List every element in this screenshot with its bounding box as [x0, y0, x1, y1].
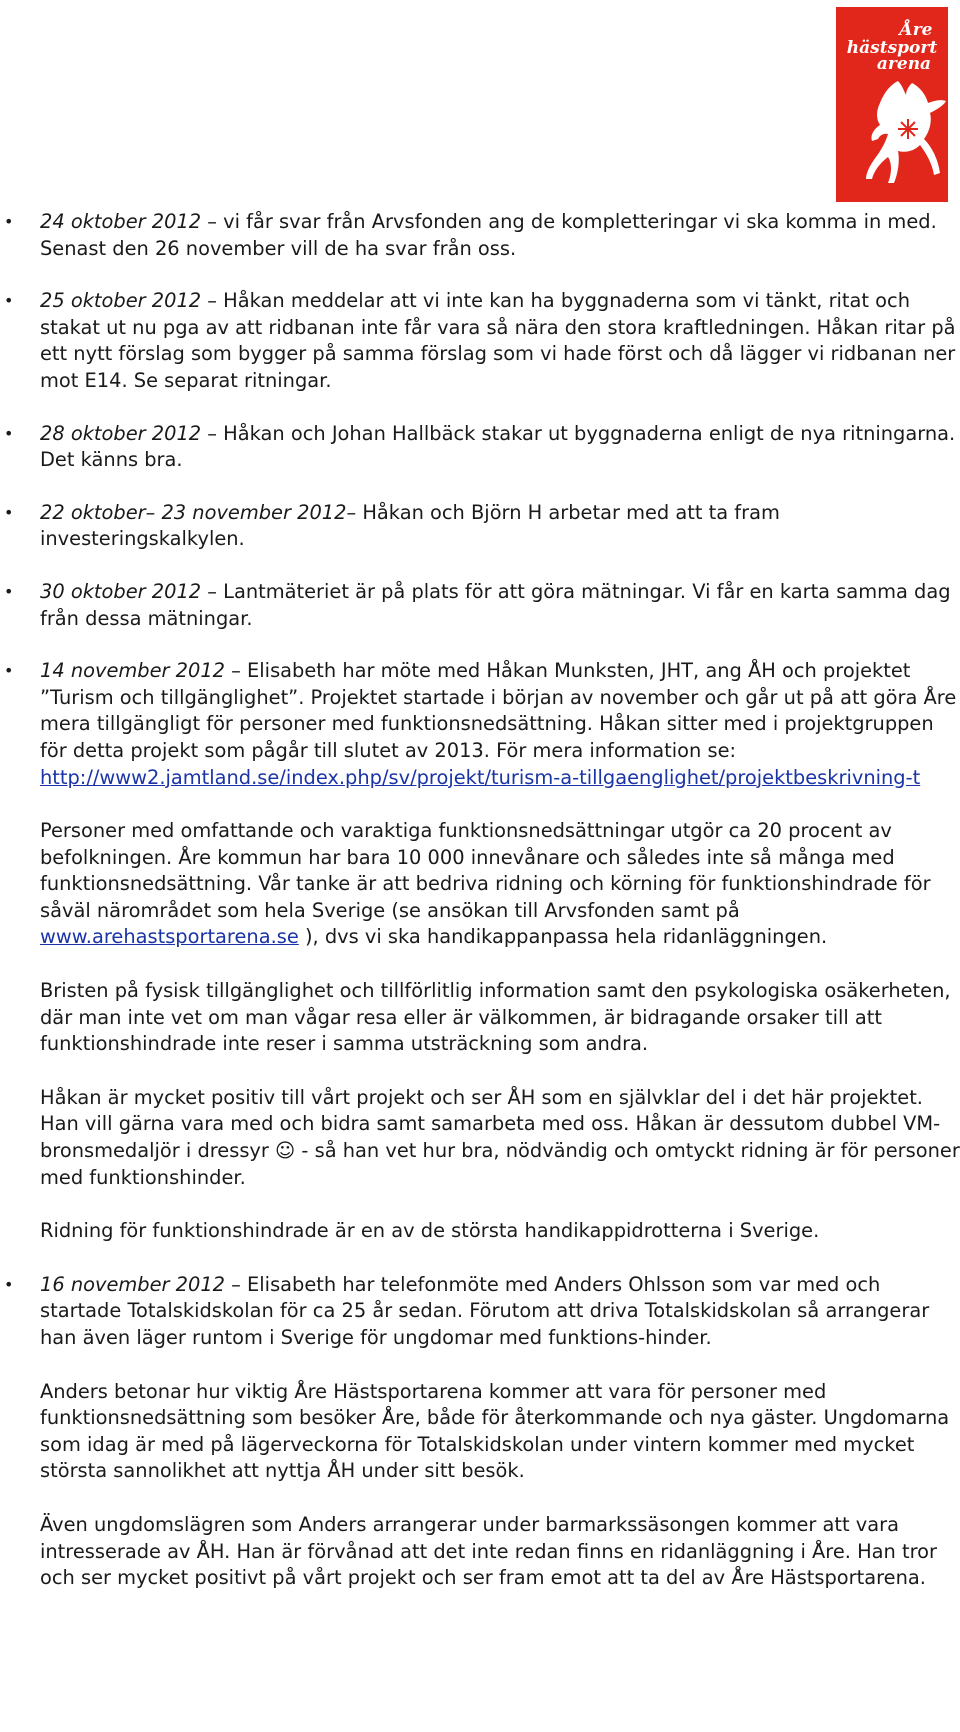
- bullet: •: [4, 423, 14, 443]
- paragraph: [0, 818, 960, 951]
- bullet: •: [4, 212, 14, 231]
- snowflake-icon: [898, 119, 918, 139]
- bullet: •: [4, 291, 14, 311]
- paragraph: [0, 1085, 960, 1191]
- logo-text-line2: hästsport: [846, 38, 938, 58]
- item-text: – Elisabeth har möte med Håkan Munksten, JHT, ang ÅH och projektet ”Turism och tillgänglighet”. Projektet startade i början av november och går ut på att göra Åre mera tillgängligt för personer med funktionsnedsättning. Håkan sitter med i projektgruppen för detta projekt som pågår till slutet av 2013. För mera information se:: [40, 659, 957, 762]
- item-text: – Håkan och Johan Hallbäck stakar ut byggnaderna enligt de nya ritningarna. Det känns bra.: [40, 421, 956, 472]
- item-text: – Elisabeth har telefonmöte med Anders Ohlsson som var med och startade Totalskidskolan för ca 25 år sedan. Förutom att driva Totalskidskolan så arrangerar han även läger runtom i Sverige för ungdomar med funktions-hinder.: [40, 1272, 930, 1349]
- paragraph-text: ), dvs vi ska handikappanpassa hela ridanläggningen.: [298, 925, 828, 949]
- item-date: 25 oktober 2012: [40, 289, 202, 313]
- list-item: [0, 421, 960, 474]
- list-item: [0, 658, 960, 791]
- paragraph-text: Håkan är mycket positiv till vårt projekt och ser ÅH som en självklar del i det här projektet. Han vill gärna vara med och bidra samt samarbeta med oss. Håkan är dessutom dubbel VM-bronsmedaljör i dressyr: [40, 1085, 941, 1163]
- item-date: 14 november 2012: [40, 659, 226, 683]
- item-date: 30 oktober 2012: [40, 579, 202, 603]
- list-item: [0, 579, 960, 632]
- list-item: [0, 500, 960, 553]
- project-link[interactable]: http://www2.jamtland.se/index.php/sv/projekt/turism-a-tillgaenglighet/projektbeskrivning-t: [40, 765, 921, 789]
- list-item: [0, 1272, 960, 1352]
- are-hastsport-arena-logo: [836, 7, 948, 202]
- website-link[interactable]: www.arehastsportarena.se: [40, 925, 299, 949]
- paragraph: [0, 1512, 960, 1592]
- item-date: 22 oktober– 23 november 2012: [40, 500, 347, 524]
- item-text: – Lantmäteriet är på plats för att göra mätningar. Vi får en karta samma dag från dessa mätningar.: [40, 579, 951, 630]
- paragraph-text: Anders betonar hur viktig Åre Hästsportarena kommer att vara för personer med funktionsnedsättning som besöker Åre, både för återkommande och nya gäster. Ungdomarna som idag är med på lägerveckorna för Totalskidskolan under vintern kommer med mycket största sannolikhet att nyttja ÅH under sitt besök.: [40, 1379, 950, 1483]
- bullet: •: [4, 502, 14, 522]
- item-date: 28 oktober 2012: [40, 421, 202, 445]
- bullet: •: [4, 661, 14, 681]
- item-date: 16 november 2012: [40, 1272, 226, 1296]
- logo-text-line3: arena: [876, 54, 932, 74]
- logo-text-line1: Åre: [899, 20, 933, 40]
- bullet: •: [4, 1274, 14, 1294]
- smiley-icon: ☺: [275, 1139, 296, 1163]
- paragraph: [0, 1218, 960, 1245]
- paragraph: [0, 978, 960, 1058]
- paragraph: [0, 1379, 960, 1485]
- item-text: – vi får svar från Arvsfonden ang de kompletteringar vi ska komma in med. Senast den 26 november vill de ha svar från oss.: [40, 210, 937, 260]
- document-body: [0, 209, 960, 1592]
- item-date: 24 oktober 2012: [40, 210, 202, 233]
- list-item: [0, 288, 960, 394]
- paragraph-text: Personer med omfattande och varaktiga funktionsnedsättningar utgör ca 20 procent av befolkningen. Åre kommun har bara 10 000 innevånare och således inte så många med funktionsnedsättning. Vår tanke är att bedriva ridning och körning för funktionshindrade för såväl närområdet som hela Sverige (se ansökan till Arvsfonden samt på: [40, 819, 931, 922]
- paragraph-text: - så han vet hur bra, nödvändig och omtyckt ridning är för personer med funktionshinder.: [40, 1139, 960, 1189]
- paragraph-text: Ridning för funktionshindrade är en av de största handikappidrotterna i Sverige.: [40, 1219, 820, 1243]
- list-item: [0, 209, 960, 262]
- item-text: – Håkan och Björn H arbetar med att ta fram investeringskalkylen.: [40, 500, 780, 551]
- paragraph-text: Även ungdomslägren som Anders arrangerar under barmarkssäsongen kommer att vara intresserade av ÅH. Han är förvånad att det inte redan finns en ridanläggning i Åre. Han tror och ser mycket positivt på vårt projekt och ser fram emot att ta del av Åre Hästsportarena.: [40, 1512, 937, 1590]
- paragraph-text: Bristen på fysisk tillgänglighet och tillförlitlig information samt den psykologiska osäkerheten, där man inte vet om man vågar resa eller är välkommen, är bidragande orsaker till att funktionshindrade inte reser i samma utsträckning som andra.: [40, 979, 951, 1056]
- item-text: – Håkan meddelar att vi inte kan ha byggnaderna som vi tänkt, ritat och stakat ut nu pga av att ridbanan inte får vara så nära den stora kraftledningen. Håkan ritar på ett nytt förslag som bygger på samma förslag som vi hade först och då lägger vi ridbanan ner mot E14. Se separat ritningar.: [40, 289, 956, 392]
- bullet: •: [4, 581, 14, 601]
